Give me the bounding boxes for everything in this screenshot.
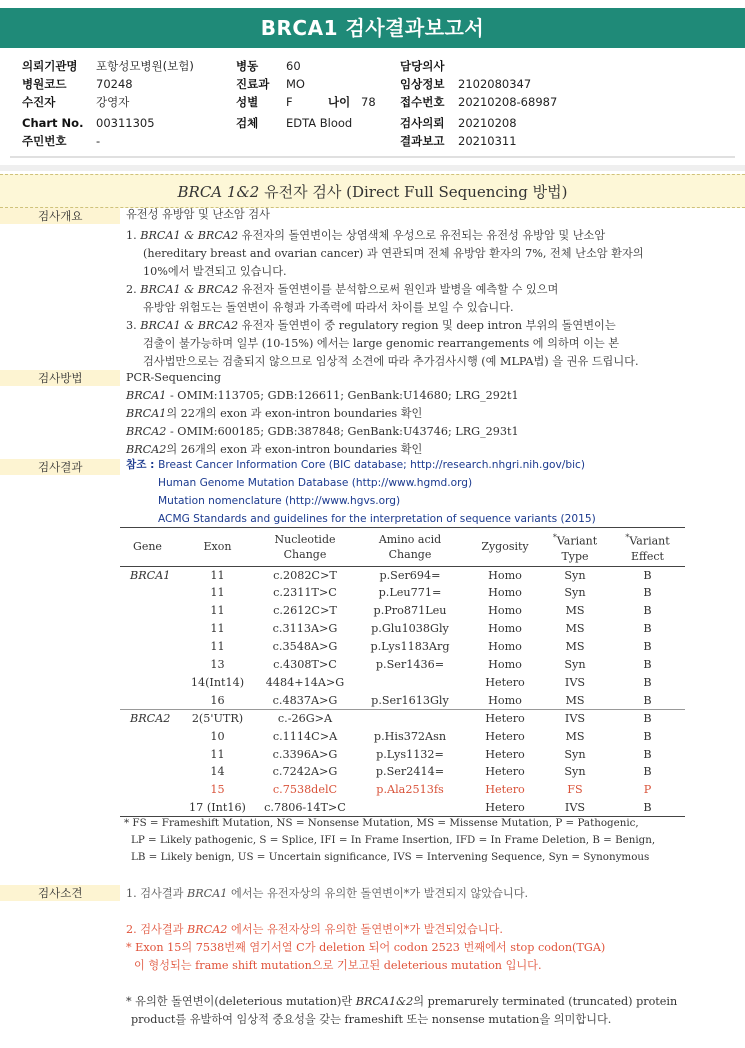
cell-amino-acid: p.Ser2414= bbox=[375, 765, 445, 779]
cell-gene bbox=[120, 799, 175, 817]
cell-exon: 11 bbox=[210, 586, 225, 600]
cell-zygosity: Hetero bbox=[485, 783, 525, 797]
cell-gene bbox=[120, 602, 175, 620]
section-label-overview: 검사개요 bbox=[0, 208, 120, 224]
cell-zygosity: Hetero bbox=[485, 800, 525, 814]
reference-item: Human Genome Mutation Database (http://www.hgmd.org) bbox=[158, 477, 473, 489]
info-value: MO bbox=[286, 77, 305, 91]
info-label: 접수번호 bbox=[400, 95, 445, 109]
cell-nucleotide: c.2311T>C bbox=[273, 586, 337, 600]
col-zygosity: Zygosity bbox=[481, 540, 529, 554]
method-line: BRCA1 - OMIM:113705; GDB:126611; GenBank:U14680; LRG_292t1 bbox=[126, 389, 519, 402]
overview-line: 유방암 위험도는 돌연변이 유형과 가족력에 따라서 차이를 보일 수 있습니다. bbox=[143, 301, 514, 314]
col-nucleotide: Nucleotide Change bbox=[274, 532, 336, 561]
reference-item: Breast Cancer Information Core (BIC database; http://research.nhgri.nih.gov/bic) bbox=[158, 459, 585, 471]
footnote-line: LP = Likely pathogenic, S = Splice, IFI = In Frame Insertion, IFD = In Frame Deletion, B = Benign, bbox=[131, 834, 656, 846]
footnote-line: LB = Likely benign, US = Uncertain significance, IVS = Intervening Sequence, Syn = Synonymous bbox=[131, 851, 650, 863]
cell-nucleotide: c.7242A>G bbox=[272, 765, 338, 779]
cell-nucleotide: c.2612C>T bbox=[273, 604, 337, 618]
cell-exon: 11 bbox=[210, 604, 225, 618]
cell-zygosity: Homo bbox=[488, 568, 522, 582]
cell-gene bbox=[120, 638, 175, 656]
reference-prefix: 참조 : bbox=[126, 459, 159, 471]
cell-nucleotide: c.3548A>G bbox=[272, 640, 338, 654]
cell-variant-type: MS bbox=[565, 604, 585, 618]
table-row bbox=[120, 727, 685, 745]
method-line: PCR-Sequencing bbox=[126, 371, 221, 384]
table-row bbox=[120, 674, 685, 692]
table-row bbox=[120, 781, 685, 799]
cell-nucleotide: 4484+14A>G bbox=[265, 675, 345, 689]
cell-amino-acid: p.Ser694= bbox=[379, 568, 441, 582]
cell-exon: 13 bbox=[210, 658, 225, 672]
info-label: 검사의뢰 bbox=[400, 116, 445, 130]
cell-amino-acid: p.Glu1038Gly bbox=[371, 622, 449, 636]
cell-nucleotide: c.-26G>A bbox=[277, 711, 333, 725]
cell-exon: 14(Int14) bbox=[190, 675, 245, 689]
cell-exon: 15 bbox=[210, 783, 225, 797]
cell-nucleotide: c.4308T>C bbox=[273, 658, 337, 672]
method-line: BRCA2의 26개의 exon 과 exon-intron boundaries 확인 bbox=[126, 443, 423, 456]
cell-amino-acid: p.Ser1613Gly bbox=[371, 693, 449, 707]
col-variant-effect: *Variant Effect bbox=[625, 533, 670, 563]
info-label: 성별 bbox=[236, 95, 259, 109]
info-label: 주민번호 bbox=[22, 134, 67, 148]
cell-variant-type: FS bbox=[567, 783, 583, 797]
col-exon: Exon bbox=[203, 540, 232, 554]
cell-exon: 2(5'UTR) bbox=[191, 711, 244, 725]
cell-exon: 11 bbox=[210, 622, 225, 636]
table-row bbox=[120, 620, 685, 638]
cell-amino-acid bbox=[350, 799, 470, 817]
reference-line bbox=[126, 457, 585, 475]
table-header-row bbox=[120, 528, 685, 567]
cell-gene bbox=[120, 781, 175, 799]
cell-exon: 11 bbox=[210, 747, 225, 761]
method-line: BRCA2 - OMIM:600185; GDB:387848; GenBank:U43746; LRG_293t1 bbox=[126, 425, 519, 438]
cell-nucleotide: c.3396A>G bbox=[272, 747, 338, 761]
cell-variant-type: MS bbox=[565, 640, 585, 654]
conclusion-line: 1. 검사결과 BRCA1 에서는 유전자상의 유의한 돌연변이*가 발견되지 않았습니다. bbox=[126, 887, 529, 900]
method-line: BRCA1의 22개의 exon 과 exon-intron boundaries 확인 bbox=[126, 407, 423, 420]
cell-gene bbox=[120, 656, 175, 674]
cell-variant-effect: P bbox=[643, 783, 652, 797]
cell-variant-effect: B bbox=[643, 800, 652, 814]
cell-variant-effect: B bbox=[643, 640, 652, 654]
col-variant-type: *Variant Type bbox=[552, 533, 598, 563]
test-title-italic: BRCA 1&2 bbox=[177, 183, 260, 201]
cell-variant-type: IVS bbox=[564, 711, 586, 725]
cell-amino-acid: p.His372Asn bbox=[373, 729, 447, 743]
info-value: F bbox=[286, 95, 293, 109]
cell-gene bbox=[120, 763, 175, 781]
table-row bbox=[120, 584, 685, 602]
cell-amino-acid: p.Lys1183Arg bbox=[370, 640, 450, 654]
overview-line: 2. BRCA1 & BRCA2 유전자 돌연변이를 분석함으로써 원인과 발병을 예측할 수 있으며 bbox=[126, 283, 559, 296]
cell-zygosity: Homo bbox=[488, 658, 522, 672]
cell-zygosity: Homo bbox=[488, 640, 522, 654]
info-label: 결과보고 bbox=[400, 134, 445, 148]
cell-nucleotide: c.7538delC bbox=[272, 783, 338, 797]
table-row bbox=[120, 799, 685, 817]
cell-amino-acid: p.Ser1436= bbox=[375, 658, 445, 672]
age-label: 나이 bbox=[328, 95, 351, 109]
reference-item: Mutation nomenclature (http://www.hgvs.org) bbox=[158, 495, 401, 507]
conclusion-line: * Exon 15의 7538번째 염기서열 C가 deletion 되어 codon 2523 번째에서 stop codon(TGA) bbox=[126, 941, 606, 954]
cell-variant-effect: B bbox=[643, 658, 652, 672]
cell-gene: BRCA1 bbox=[130, 568, 171, 582]
cell-variant-effect: B bbox=[643, 693, 652, 707]
cell-gene bbox=[120, 727, 175, 745]
info-label: 병원코드 bbox=[22, 77, 67, 91]
cell-exon: 17 (Int16) bbox=[189, 800, 246, 814]
table-row bbox=[120, 745, 685, 763]
cell-exon: 11 bbox=[210, 568, 225, 582]
cell-zygosity: Hetero bbox=[485, 747, 525, 761]
cell-amino-acid: p.Lys1132= bbox=[376, 747, 444, 761]
table-row bbox=[120, 638, 685, 656]
cell-variant-effect: B bbox=[643, 711, 652, 725]
cell-variant-type: Syn bbox=[564, 765, 586, 779]
cell-amino-acid: p.Ala2513fs bbox=[376, 783, 444, 797]
cell-variant-type: MS bbox=[565, 622, 585, 636]
cell-zygosity: Hetero bbox=[485, 711, 525, 725]
overview-line: (hereditary breast and ovarian cancer) 과 연관되며 전체 유방암 환자의 7%, 전체 난소암 환자의 bbox=[143, 247, 644, 260]
cell-nucleotide: c.4837A>G bbox=[272, 693, 338, 707]
info-label: Chart No. bbox=[22, 116, 84, 130]
overview-line: 3. BRCA1 & BRCA2 유전자 돌연변이 중 regulatory region 및 deep intron 부위의 돌연변이는 bbox=[126, 319, 616, 332]
cell-variant-effect: B bbox=[643, 729, 652, 743]
info-value: - bbox=[96, 134, 101, 148]
cell-amino-acid bbox=[350, 709, 470, 727]
test-title-text: 유전자 검사 (Direct Full Sequencing 방법) bbox=[259, 183, 568, 201]
cell-gene bbox=[120, 745, 175, 763]
footnote-line: * FS = Frameshift Mutation, NS = Nonsense Mutation, MS = Missense Mutation, P = Pathogenic, bbox=[124, 817, 639, 829]
cell-zygosity: Hetero bbox=[485, 675, 525, 689]
cell-gene bbox=[120, 691, 175, 709]
cell-variant-type: MS bbox=[565, 729, 585, 743]
divider bbox=[0, 165, 745, 171]
note-line: product를 유발하여 임상적 중요성을 갖는 frameshift 또는 nonsense mutation을 의미합니다. bbox=[131, 1013, 612, 1026]
age-value: 78 bbox=[361, 95, 376, 109]
reference-item: ACMG Standards and guidelines for the interpretation of sequence variants (2015) bbox=[158, 513, 596, 525]
cell-variant-effect: B bbox=[643, 604, 652, 618]
cell-nucleotide: c.2082C>T bbox=[273, 568, 337, 582]
cell-nucleotide: c.7806-14T>C bbox=[264, 800, 346, 814]
cell-gene bbox=[120, 584, 175, 602]
cell-gene bbox=[120, 674, 175, 692]
cell-zygosity: Homo bbox=[488, 604, 522, 618]
info-label: 병동 bbox=[236, 59, 259, 73]
cell-variant-effect: B bbox=[643, 765, 652, 779]
test-title bbox=[0, 174, 745, 208]
cell-exon: 11 bbox=[210, 640, 225, 654]
info-value: 60 bbox=[286, 59, 301, 73]
col-amino-acid: Amino acid Change bbox=[378, 532, 442, 561]
overview-line: 검출이 불가능하며 일부 (10-15%) 에서는 large genomic rearrangements 에 의하며 이는 본 bbox=[143, 337, 620, 350]
table-row bbox=[120, 709, 685, 727]
cell-variant-type: IVS bbox=[564, 675, 586, 689]
divider bbox=[10, 156, 735, 158]
cell-variant-type: Syn bbox=[564, 658, 586, 672]
cell-zygosity: Homo bbox=[488, 586, 522, 600]
cell-variant-effect: B bbox=[643, 622, 652, 636]
conclusion-line: 2. 검사결과 BRCA2 에서는 유전자상의 유의한 돌연변이*가 발견되었습니다. bbox=[126, 923, 503, 936]
cell-variant-type: MS bbox=[565, 693, 585, 707]
cell-amino-acid: p.Pro871Leu bbox=[373, 604, 447, 618]
table-row bbox=[120, 763, 685, 781]
info-label: 담당의사 bbox=[400, 59, 445, 73]
info-value: 20210208 bbox=[458, 116, 517, 130]
cell-zygosity: Homo bbox=[488, 693, 522, 707]
info-value: 20210208-68987 bbox=[458, 95, 558, 109]
cell-exon: 14 bbox=[210, 765, 225, 779]
cell-amino-acid bbox=[350, 674, 470, 692]
cell-zygosity: Homo bbox=[488, 622, 522, 636]
info-value: EDTA Blood bbox=[286, 116, 353, 130]
cell-gene bbox=[120, 620, 175, 638]
note-line: * 유의한 돌연변이(deleterious mutation)란 BRCA1&2의 premarurely terminated (truncated) protein bbox=[126, 995, 678, 1008]
conclusion-line: 이 형성되는 frame shift mutation으로 기보고된 deleterious mutation 입니다. bbox=[134, 959, 542, 972]
overview-line: 검사법만으로는 검출되지 않으므로 임상적 소견에 따라 추가검사시행 (예 MLPA법) 을 권유 드립니다. bbox=[143, 355, 639, 368]
report-title: BRCA1 검사결과보고서 bbox=[0, 8, 745, 48]
info-label: 수진자 bbox=[22, 95, 56, 109]
section-label-conclusion: 검사소견 bbox=[0, 885, 120, 901]
info-label: 의뢰기관명 bbox=[22, 59, 78, 73]
info-label: 검체 bbox=[236, 116, 259, 130]
info-value: 강영자 bbox=[96, 95, 130, 109]
variant-table bbox=[120, 527, 685, 817]
cell-variant-effect: B bbox=[643, 568, 652, 582]
cell-zygosity: Hetero bbox=[485, 729, 525, 743]
info-value: 20210311 bbox=[458, 134, 517, 148]
cell-nucleotide: c.1114C>A bbox=[272, 729, 338, 743]
section-label-results: 검사결과 bbox=[0, 459, 120, 475]
col-gene: Gene bbox=[133, 540, 162, 554]
info-value: 70248 bbox=[96, 77, 133, 91]
info-value: 00311305 bbox=[96, 116, 155, 130]
info-label: 임상정보 bbox=[400, 77, 445, 91]
cell-exon: 16 bbox=[210, 693, 225, 707]
table-row bbox=[120, 602, 685, 620]
section-label-method: 검사방법 bbox=[0, 370, 120, 386]
info-value: 2102080347 bbox=[458, 77, 532, 91]
table-row bbox=[120, 691, 685, 709]
cell-variant-type: IVS bbox=[564, 800, 586, 814]
cell-amino-acid: p.Leu771= bbox=[378, 586, 442, 600]
cell-zygosity: Hetero bbox=[485, 765, 525, 779]
overview-line: 1. BRCA1 & BRCA2 유전자의 돌연변이는 상염색체 우성으로 유전되는 유전성 유방암 및 난소암 bbox=[126, 229, 606, 242]
cell-variant-type: Syn bbox=[564, 568, 586, 582]
cell-variant-effect: B bbox=[643, 586, 652, 600]
info-label: 진료과 bbox=[236, 77, 270, 91]
info-value: 포항성모병원(보험) bbox=[96, 59, 194, 73]
table-row bbox=[120, 656, 685, 674]
cell-variant-type: Syn bbox=[564, 586, 586, 600]
cell-variant-type: Syn bbox=[564, 747, 586, 761]
cell-nucleotide: c.3113A>G bbox=[272, 622, 338, 636]
overview-heading: 유전성 유방암 및 난소암 검사 bbox=[126, 208, 270, 221]
cell-gene: BRCA2 bbox=[130, 711, 171, 725]
cell-exon: 10 bbox=[210, 729, 225, 743]
overview-line: 10%에서 발견되고 있습니다. bbox=[143, 265, 287, 278]
cell-variant-effect: B bbox=[643, 675, 652, 689]
table-row bbox=[120, 566, 685, 584]
cell-variant-effect: B bbox=[643, 747, 652, 761]
